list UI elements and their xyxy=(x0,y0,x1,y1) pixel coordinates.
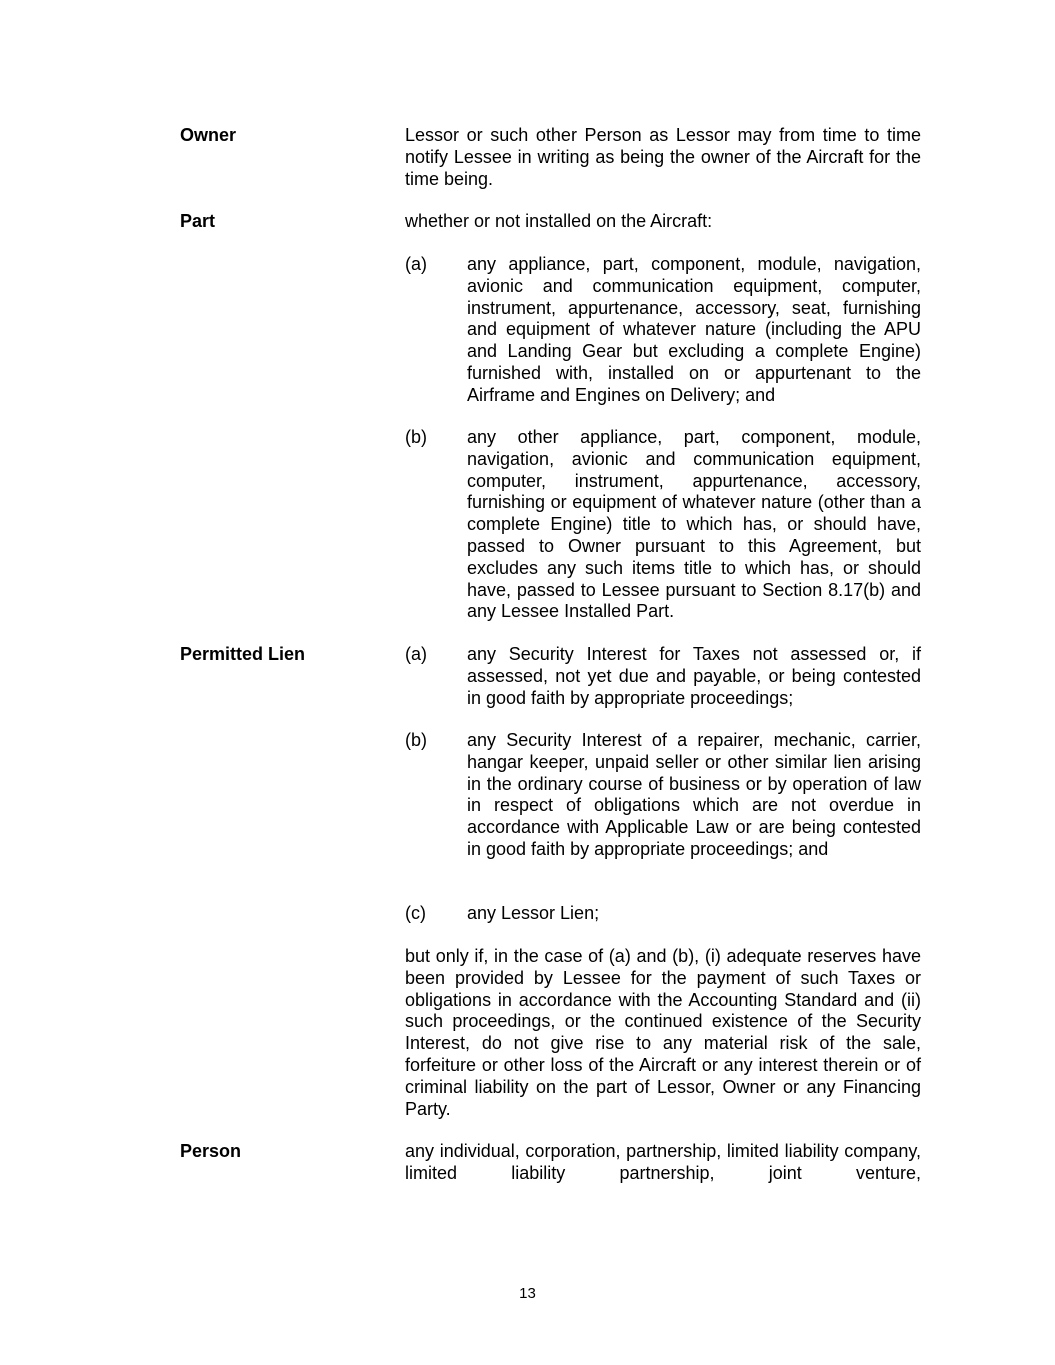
page-number: 13 xyxy=(519,1285,536,1302)
part-item-b-text: any other appliance, part, component, module, navigation, avionic and communication equipment, computer, instrument, appurtenance, accessory, furnishing or equipment of whatever nature (other than a complete Engine) title to which has, or should have, passed to Owner pursuant to this Agreement, but excludes any such items title to which has, or should have, passed to Lessee pursuant to Section 8.17(b) and any Lessee Installed Part. xyxy=(467,427,921,622)
term-permitted-lien: Permitted Lien xyxy=(180,644,306,664)
term-part: Part xyxy=(180,211,216,231)
term-owner: Owner xyxy=(180,125,237,145)
part-item-a-text: any appliance, part, component, module, navigation, avionic and communication equipment, computer, instrument, appurtenance, accessory, seat, furnishing and equipment of whatever nature (including the APU and Landing Gear but excluding a complete Engine) furnished with, installed on or appurtenant to the Airframe and Engines on Delivery; and xyxy=(467,254,921,405)
part-item-a-label: (a) xyxy=(405,254,427,274)
permitted-lien-item-b-label: (b) xyxy=(405,730,427,750)
term-person: Person xyxy=(180,1141,242,1161)
definition-person: any individual, corporation, partnership, limited liability company, limited liability partnership, joint venture, xyxy=(405,1141,921,1183)
part-item-b-label: (b) xyxy=(405,427,427,447)
permitted-lien-item-a-text: any Security Interest for Taxes not assessed or, if assessed, not yet due and payable, or being contested in good faith by appropriate proceedings; xyxy=(467,644,921,708)
permitted-lien-item-b-text: any Security Interest of a repairer, mechanic, carrier, hangar keeper, unpaid seller or other similar lien arising in the ordinary course of business or by operation of law in respect of obligations which are not overdue in accordance with Applicable Law or are being contested in good faith by appropriate proceedings; and xyxy=(467,730,921,859)
permitted-lien-item-c-label: (c) xyxy=(405,903,426,923)
definition-owner: Lessor or such other Person as Lessor may from time to time notify Lessee in writing as being the owner of the Aircraft for the time being. xyxy=(405,125,921,189)
permitted-lien-item-c-text: any Lessor Lien; xyxy=(467,903,600,923)
permitted-lien-proviso: but only if, in the case of (a) and (b), (i) adequate reserves have been provided by Lessee for the payment of such Taxes or obligations in accordance with the Accounting Standard and (ii) such proceedings, or the continued existence of the Security Interest, do not give rise to any material risk of the sale, forfeiture or other loss of the Aircraft or any interest therein or of criminal liability on the part of Lessor, Owner or any Financing Party. xyxy=(405,946,921,1119)
permitted-lien-item-a-label: (a) xyxy=(405,644,427,664)
definition-part-intro: whether or not installed on the Aircraft: xyxy=(405,211,713,231)
